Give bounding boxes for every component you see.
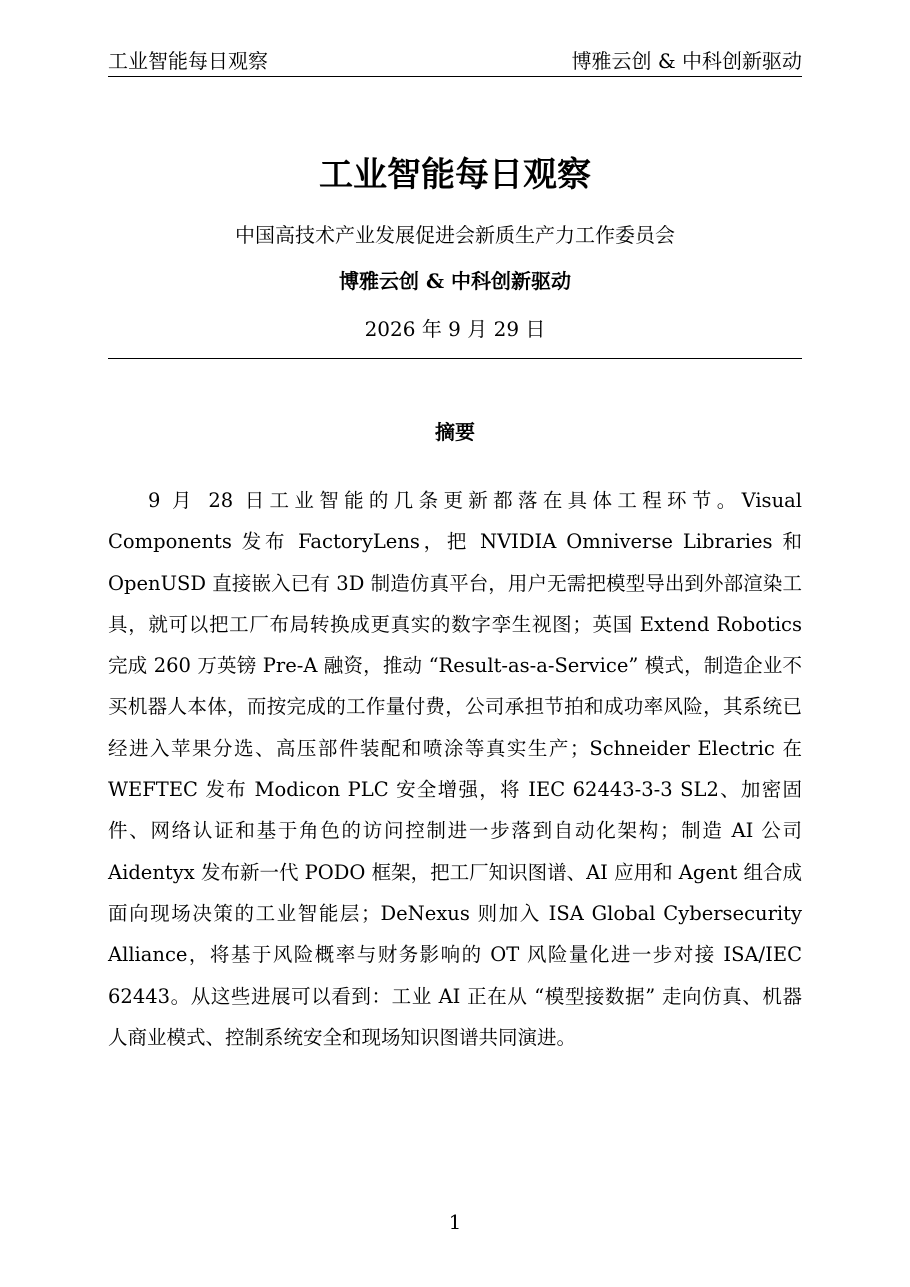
header-right-authors: 博雅云创 & 中科创新驱动 — [571, 49, 802, 73]
document-title: 工业智能每日观察 — [319, 155, 591, 195]
abstract-body: 9 月 28 日工业智能的几条更新都落在具体工程环节。Visual Components 发布 FactoryLens，把 NVIDIA Omniverse Libraries 和 OpenUSD 直接嵌入已有 3D 制造仿真平台，用户无需把模型导出到外部渲染工具，就可以把工厂布局转换成更真实的数字孪生视图；英国 Extend Robotics 完成 260 万英镑 Pre-A 融资，推动 “Result-as-a-Service” 模式，制造企业不买机器人本体，而按完成的工作量付费，公司承担节拍和成功率风险，其系统已经进入苹果分选、高压部件装配和喷涂等真实生产；Schneider Electric 在 WEFTEC 发布 Modicon PLC 安全增强，将 IEC 62443-3-3 SL2、加密固件、网络认证和基于角色的访问控制进一步落到自动化架构；制造 AI 公司 Aidentyx 发布新一代 PODO 框架，把工厂知识图谱、AI 应用和 Agent 组合成面向现场决策的工业智能层；DeNexus 则加入 ISA Global Cybersecurity Alliance，将基于风险概率与财务影响的 OT 风险量化进一步对接 ISA/IEC 62443。从这些进展可以看到：工业 AI 正在从 “模型接数据” 走向仿真、机器人商业模式、控制系统安全和现场知识图谱共同演进。 — [108, 489, 802, 1049]
page-number: 1 — [448, 1210, 462, 1234]
header-left-title: 工业智能每日观察 — [108, 49, 268, 73]
title-divider — [108, 358, 802, 359]
authors: 博雅云创 & 中科创新驱动 — [339, 269, 571, 293]
organization: 中国高技术产业发展促进会新质生产力工作委员会 — [235, 223, 675, 247]
publication-date: 2026 年 9 月 29 日 — [364, 317, 546, 341]
abstract-heading: 摘要 — [435, 420, 475, 444]
running-header — [108, 46, 802, 77]
title-block — [108, 150, 802, 344]
